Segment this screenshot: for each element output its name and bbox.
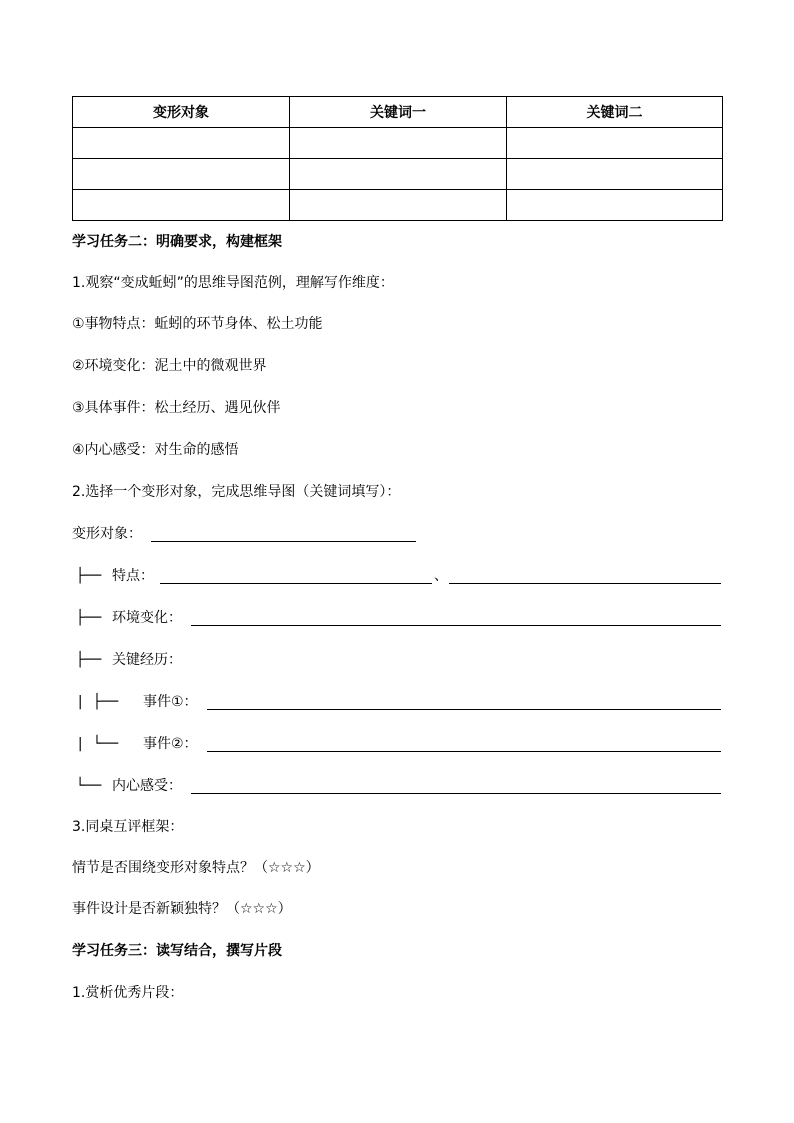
task2-item3: 3.同桌互评框架：	[72, 819, 184, 835]
peer-review-criterion: 情节是否围绕变形对象特点？（☆☆☆）	[72, 860, 320, 876]
dimension-point: ③具体事件：松土经历、遇见伙伴	[72, 400, 281, 416]
map-root-label: 变形对象：	[72, 526, 142, 542]
map-environment-blank[interactable]	[191, 625, 721, 626]
table-cell[interactable]	[507, 128, 723, 159]
tree-branch-glyph: | ├──	[76, 694, 119, 710]
table-cell[interactable]	[290, 190, 507, 221]
map-feature-label: 特点：	[112, 568, 154, 584]
map-root-blank[interactable]	[151, 541, 416, 542]
table-header-cell: 变形对象	[73, 97, 290, 128]
task2-heading: 学习任务二：明确要求，构建框架	[72, 234, 282, 250]
keyword-table	[72, 96, 723, 221]
task2-item1: 1.观察“变成蚯蚓”的思维导图范例，理解写作维度：	[72, 275, 394, 291]
map-feature-separator: 、	[434, 568, 448, 584]
tree-branch-glyph: └──	[76, 778, 102, 794]
map-feeling-label: 内心感受：	[112, 778, 182, 794]
dimension-point: ④内心感受：对生命的感悟	[72, 442, 239, 458]
table-header-cell: 关键词二	[507, 97, 723, 128]
tree-branch-glyph: ├──	[76, 610, 102, 626]
table-header-cell: 关键词一	[290, 97, 507, 128]
map-event2-blank[interactable]	[207, 751, 721, 752]
map-event2-label: 事件②：	[143, 736, 198, 752]
map-event1-label: 事件①：	[143, 694, 198, 710]
tree-branch-glyph: ├──	[76, 652, 102, 668]
table-cell[interactable]	[290, 159, 507, 190]
map-event1-blank[interactable]	[207, 709, 721, 710]
table-row	[73, 159, 723, 190]
tree-branch-glyph: ├──	[76, 568, 102, 584]
map-experience-label: 关键经历：	[112, 652, 182, 668]
table-row	[73, 128, 723, 159]
tree-branch-glyph: | └──	[76, 736, 119, 752]
table-cell[interactable]	[73, 159, 290, 190]
table-cell[interactable]	[290, 128, 507, 159]
task3-item1: 1.赏析优秀片段：	[72, 985, 184, 1001]
peer-review-criterion: 事件设计是否新颖独特？（☆☆☆）	[72, 901, 292, 917]
task3-heading: 学习任务三：读写结合，撰写片段	[72, 943, 282, 959]
map-environment-label: 环境变化：	[112, 610, 182, 626]
table-cell[interactable]	[507, 159, 723, 190]
table-cell[interactable]	[507, 190, 723, 221]
map-feeling-blank[interactable]	[191, 793, 721, 794]
table-header-row	[73, 97, 723, 128]
map-feature-blank-2[interactable]	[449, 583, 721, 584]
map-feature-blank-1[interactable]	[160, 583, 432, 584]
table-cell[interactable]	[73, 190, 290, 221]
table-cell[interactable]	[73, 128, 290, 159]
dimension-point: ②环境变化：泥土中的微观世界	[72, 358, 267, 374]
task2-item2: 2.选择一个变形对象，完成思维导图（关键词填写）：	[72, 484, 401, 500]
dimension-point: ①事物特点：蚯蚓的环节身体、松土功能	[72, 316, 323, 332]
table-row	[73, 190, 723, 221]
